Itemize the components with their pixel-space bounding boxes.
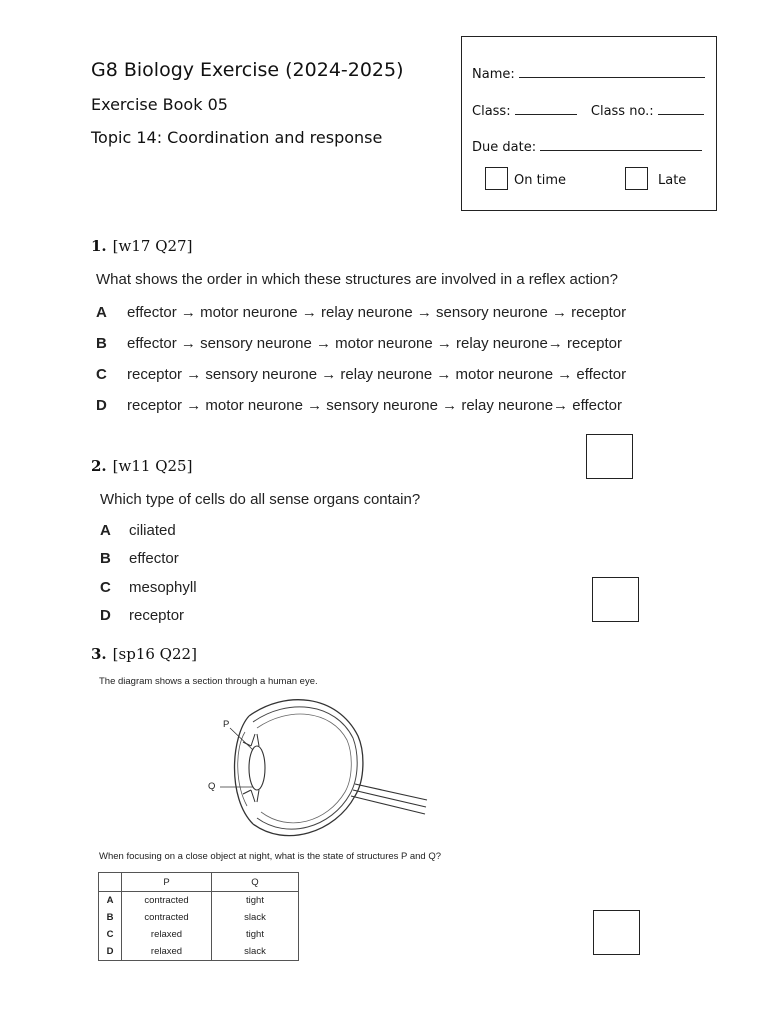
label-p: P: [223, 719, 230, 730]
class-field[interactable]: [515, 101, 577, 115]
eye-diagram: [195, 688, 430, 853]
optic-nerve: [351, 784, 427, 814]
question-2-ref: [w11 Q25]: [112, 457, 193, 475]
name-label: Name:: [472, 67, 515, 82]
name-field[interactable]: [519, 64, 705, 78]
name-row: [472, 64, 705, 82]
question-3-stem: The diagram shows a section through a human eye.: [99, 676, 318, 687]
class-no-label: Class no.:: [590, 104, 654, 119]
question-1-option-c: C receptor → sensory neurone → relay neurone → motor neurone → effector: [96, 366, 627, 383]
question-3-prompt: When focusing on a close object at night, what is the state of structures P and Q?: [99, 851, 442, 862]
table-header-p: P: [122, 873, 212, 892]
label-p-line: [230, 728, 253, 750]
on-time-label: On time: [514, 173, 566, 188]
table-header-row: [99, 873, 299, 892]
table-row: D relaxed slack: [99, 943, 299, 961]
question-1-number: 1.: [91, 237, 107, 255]
question-2-header: [91, 457, 192, 475]
table-row: C relaxed tight: [99, 926, 299, 943]
question-1-option-d: D receptor → motor neurone → sensory neurone → relay neurone→ effector: [96, 397, 622, 414]
late-label: Late: [658, 173, 687, 188]
eye-sclera-inner: [253, 707, 357, 829]
class-row: [472, 101, 704, 119]
eye-retina: [257, 714, 351, 823]
question-1-option-b: B effector → sensory neurone → motor neurone → relay neurone→ receptor: [96, 335, 622, 352]
due-date-row: [472, 137, 702, 155]
eye-cornea: [235, 716, 254, 824]
question-3-answer-box[interactable]: [593, 910, 640, 955]
question-1-answer-box[interactable]: [586, 434, 633, 479]
question-3-number: 3.: [91, 645, 107, 663]
late-checkbox[interactable]: [625, 167, 648, 190]
on-time-checkbox[interactable]: [485, 167, 508, 190]
question-2-number: 2.: [91, 457, 107, 475]
table-row: B contracted slack: [99, 909, 299, 926]
table-header-q: Q: [212, 873, 299, 892]
question-3-table: [98, 872, 299, 961]
table-header-blank: [99, 873, 122, 892]
question-2-option-a: A ciliated: [100, 522, 176, 539]
eye-lens: [249, 746, 265, 790]
class-no-field[interactable]: [658, 101, 704, 115]
label-q: Q: [208, 781, 216, 792]
question-3-ref: [sp16 Q22]: [112, 645, 197, 663]
page-title: G8 Biology Exercise (2024-2025): [91, 59, 404, 81]
student-info-box: [461, 36, 717, 211]
class-label: Class:: [472, 104, 511, 119]
question-2-stem: Which type of cells do all sense organs contain?: [100, 491, 421, 508]
table-row: A contracted tight: [99, 892, 299, 910]
question-1-header: [91, 237, 192, 255]
question-2-answer-box[interactable]: [592, 577, 639, 622]
question-2-option-b: B effector: [100, 550, 179, 567]
topic-label: Topic 14: Coordination and response: [91, 128, 383, 147]
eye-iris: [243, 742, 251, 794]
question-2-option-c: C mesophyll: [100, 579, 197, 596]
due-date-field[interactable]: [540, 137, 702, 151]
question-3-header: [91, 645, 197, 663]
question-1-stem: What shows the order in which these structures are involved in a reflex action?: [96, 271, 618, 288]
question-1-ref: [w17 Q27]: [112, 237, 193, 255]
eye-ciliary-bottom: [251, 790, 259, 802]
question-2-option-d: D receptor: [100, 607, 185, 624]
question-1-option-a: A effector → motor neurone → relay neurone → sensory neurone → receptor: [96, 304, 627, 321]
exercise-book-label: Exercise Book 05: [91, 95, 228, 114]
eye-ciliary-top: [251, 734, 259, 746]
due-date-label: Due date:: [472, 140, 537, 155]
